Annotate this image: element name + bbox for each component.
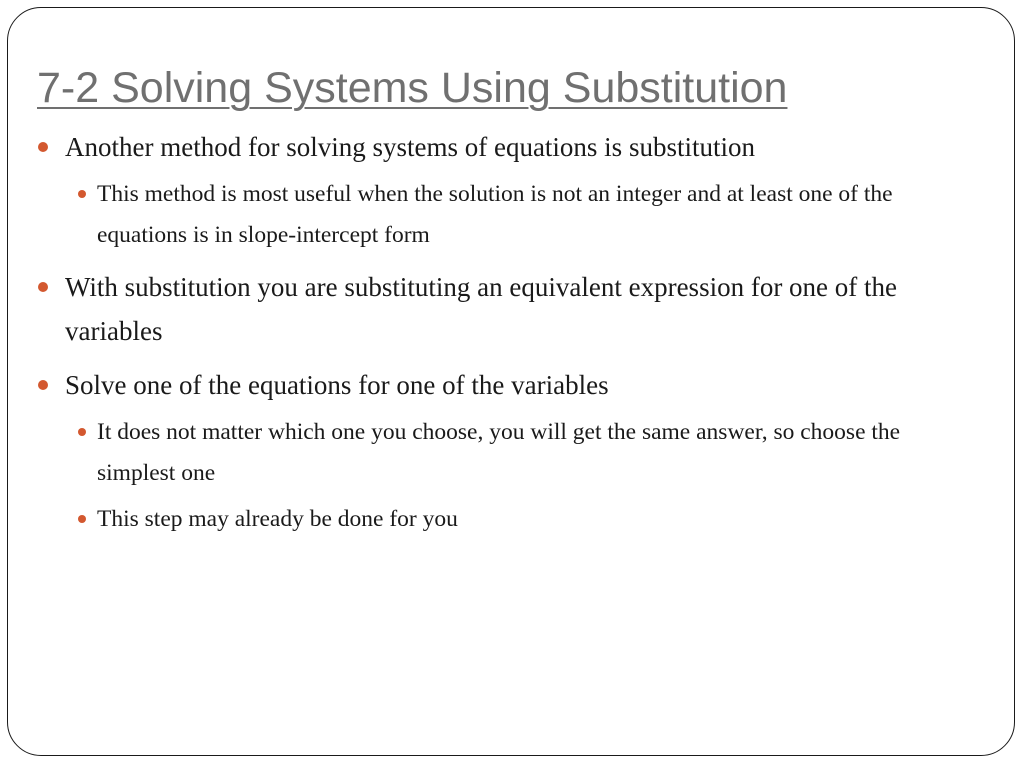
bullet-text: Another method for solving systems of equations is substitution [65, 132, 755, 162]
slide-title: 7-2 Solving Systems Using Substitution [37, 64, 788, 112]
bullet-text: With substitution you are substituting an equivalent expression for one of the variables [65, 272, 898, 346]
bullet-item [38, 125, 968, 169]
sub-bullet-dot-icon [78, 190, 86, 198]
sub-bullet-dot-icon [78, 515, 86, 523]
bullet-dot-icon [38, 142, 48, 152]
bullet-text: Solve one of the equations for one of the variables [65, 370, 609, 400]
sub-bullet-item [78, 499, 968, 540]
bullet-item [38, 265, 968, 353]
bullet-dot-icon [38, 380, 48, 390]
sub-bullet-text: This step may already be done for you [97, 506, 458, 532]
sub-bullet-item [78, 174, 968, 256]
sub-bullet-dot-icon [78, 428, 86, 436]
bullet-dot-icon [38, 282, 48, 292]
sub-bullet-item [78, 412, 983, 494]
bullet-item [38, 363, 968, 407]
sub-bullet-text: It does not matter which one you choose, you will get the same answer, so choose the simplest one [97, 419, 901, 486]
sub-bullet-text: This method is most useful when the solution is not an integer and at least one of the equations is in slope-intercept form [97, 181, 893, 248]
